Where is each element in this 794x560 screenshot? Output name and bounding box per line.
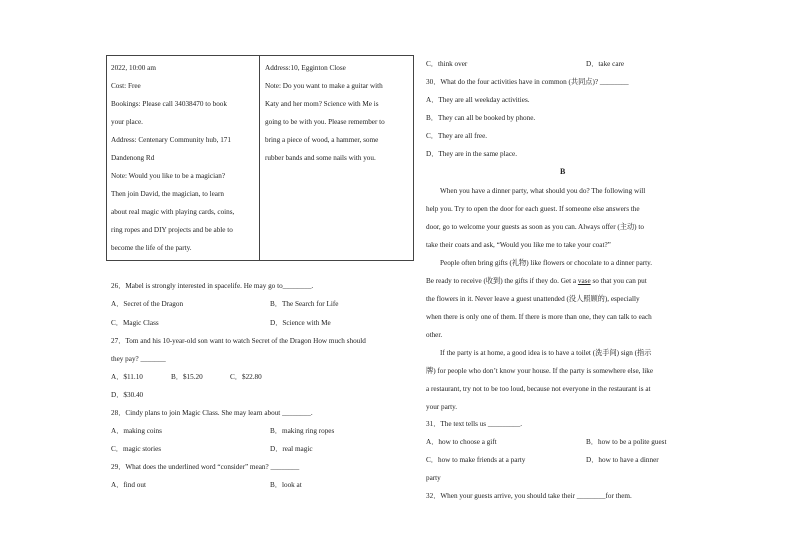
cell-line: 2022, 10:00 am xyxy=(111,64,156,72)
underlined-word-vase: vase xyxy=(577,277,591,285)
p1-line: door, go to welcome your guests as soon as you can. Always offer (主动) to xyxy=(426,223,644,231)
cell-line: rubber bands and some nails with you. xyxy=(265,154,376,162)
option-29d: D．take care xyxy=(586,60,625,68)
q29-stem-post: ” mean? ________ xyxy=(244,463,300,471)
option-28b: B．making ring ropes xyxy=(270,427,335,435)
option-28d: D．real magic xyxy=(270,445,313,453)
cell-line: about real magic with playing cards, coins, xyxy=(111,208,235,216)
option-27b: B．$15.20 xyxy=(171,373,203,381)
p2-line: the flowers in it. Never leave a guest unattended (没人照顾的), especially xyxy=(426,295,640,303)
option-31a: A．how to choose a gift xyxy=(426,438,497,446)
passage-paragraph-3 xyxy=(426,344,688,416)
passage-paragraph-1 xyxy=(426,182,688,254)
p1-line: help you. Try to open the door for each guest. If someone else answers the xyxy=(426,205,640,213)
cell-line: going to be with you. Please remember to xyxy=(265,118,385,126)
option-31d: D．how to have a dinner xyxy=(586,456,659,464)
p2-line: so that you can put xyxy=(590,277,647,285)
option-29a: A．find out xyxy=(111,481,146,489)
option-27a: A．$11.10 xyxy=(111,373,143,381)
option-31c: C．how to make friends at a party xyxy=(426,456,526,464)
cell-line: Cost: Free xyxy=(111,82,141,90)
option-30a: A．They are all weekday activities. xyxy=(426,96,530,104)
cell-line: Address: Centenary Community hub, 171 xyxy=(111,136,231,144)
cell-line: Bookings: Please call 34038470 to book xyxy=(111,100,227,108)
question-27-cont: they pay? _______ xyxy=(111,355,166,363)
option-30d: D．They are in the same place. xyxy=(426,150,518,158)
question-30: 30．What do the four activities have in common (共同点)? ________ xyxy=(426,78,629,86)
table-cell-right xyxy=(265,59,385,167)
option-29c: C．think over xyxy=(426,60,468,68)
cell-line: your place. xyxy=(111,118,143,126)
p3-line: If the party is at home, a good idea is to have a toilet (洗手间) sign (指示 xyxy=(440,349,652,357)
option-26b: B．The Search for Life xyxy=(270,300,339,308)
q29-stem-word: consider xyxy=(220,463,245,471)
cell-line: Note: Do you want to make a guitar with xyxy=(265,82,383,90)
option-28a: A．making coins xyxy=(111,427,162,435)
question-29 xyxy=(111,463,299,472)
cell-line: Address:10, Egginton Close xyxy=(265,64,346,72)
p2-line: when there is only one of them. If there is more than one, they can talk to each xyxy=(426,313,652,321)
cell-line: bring a piece of wood, a hammer, some xyxy=(265,136,379,144)
p3-line: 牌) for people who don’t know your house. If the party is somewhere else, like xyxy=(426,367,654,375)
option-31b: B．how to be a polite guest xyxy=(586,438,667,446)
option-27c: C．$22.80 xyxy=(230,373,262,381)
question-31: 31．The text tells us _________. xyxy=(426,420,523,428)
question-28: 28．Cindy plans to join Magic Class. She may learn about ________. xyxy=(111,409,313,417)
question-32: 32．When your guests arrive, you should take their ________for them. xyxy=(426,492,632,500)
question-27: 27．Tom and his 10-year-old son want to watch Secret of the Dragon How much should xyxy=(111,337,366,345)
p3-line: a restaurant, try not to be too loud, because not everyone in the restaurant is at xyxy=(426,385,651,393)
option-26a: A．Secret of the Dragon xyxy=(111,300,184,308)
table-cell-left xyxy=(111,59,234,257)
p1-line: When you have a dinner party, what should you do? The following will xyxy=(440,187,646,195)
question-26: 26．Mabel is strongly interested in spacelife. He may go to________. xyxy=(111,282,314,290)
option-30b: B．They can all be booked by phone. xyxy=(426,114,536,122)
p2-line: People often bring gifts (礼物) like flowers or chocolate to a dinner party. xyxy=(440,259,653,267)
option-28c: C．magic stories xyxy=(111,445,162,453)
section-heading-b: B xyxy=(560,167,566,176)
table-divider xyxy=(259,55,260,261)
option-26c: C．Magic Class xyxy=(111,319,159,327)
cell-line: ring ropes and DIY projects and be able to xyxy=(111,226,233,234)
p3-line: your party. xyxy=(426,403,458,411)
option-31d-cont: party xyxy=(426,474,441,482)
option-30c: C．They are all free. xyxy=(426,132,488,140)
p2-line: Be ready to receive (收到) the gifts if they do. Get a xyxy=(426,277,578,285)
option-26d: D．Science with Me xyxy=(270,319,331,327)
q29-stem-pre: 29．What does the underlined word “ xyxy=(111,463,221,471)
p2-line: other. xyxy=(426,331,443,339)
cell-line: Then join David, the magician, to learn xyxy=(111,190,224,198)
passage-paragraph-2 xyxy=(426,254,688,344)
option-29b: B．look at xyxy=(270,481,302,489)
cell-line: Note: Would you like to be a magician? xyxy=(111,172,226,180)
cell-line: Katy and her mom? Science with Me is xyxy=(265,100,379,108)
option-27d: D．$30.40 xyxy=(111,391,144,399)
cell-line: Dandenong Rd xyxy=(111,154,155,162)
p1-line: take their coats and ask, “Would you like me to take your coat?” xyxy=(426,241,611,249)
cell-line: become the life of the party. xyxy=(111,244,192,252)
